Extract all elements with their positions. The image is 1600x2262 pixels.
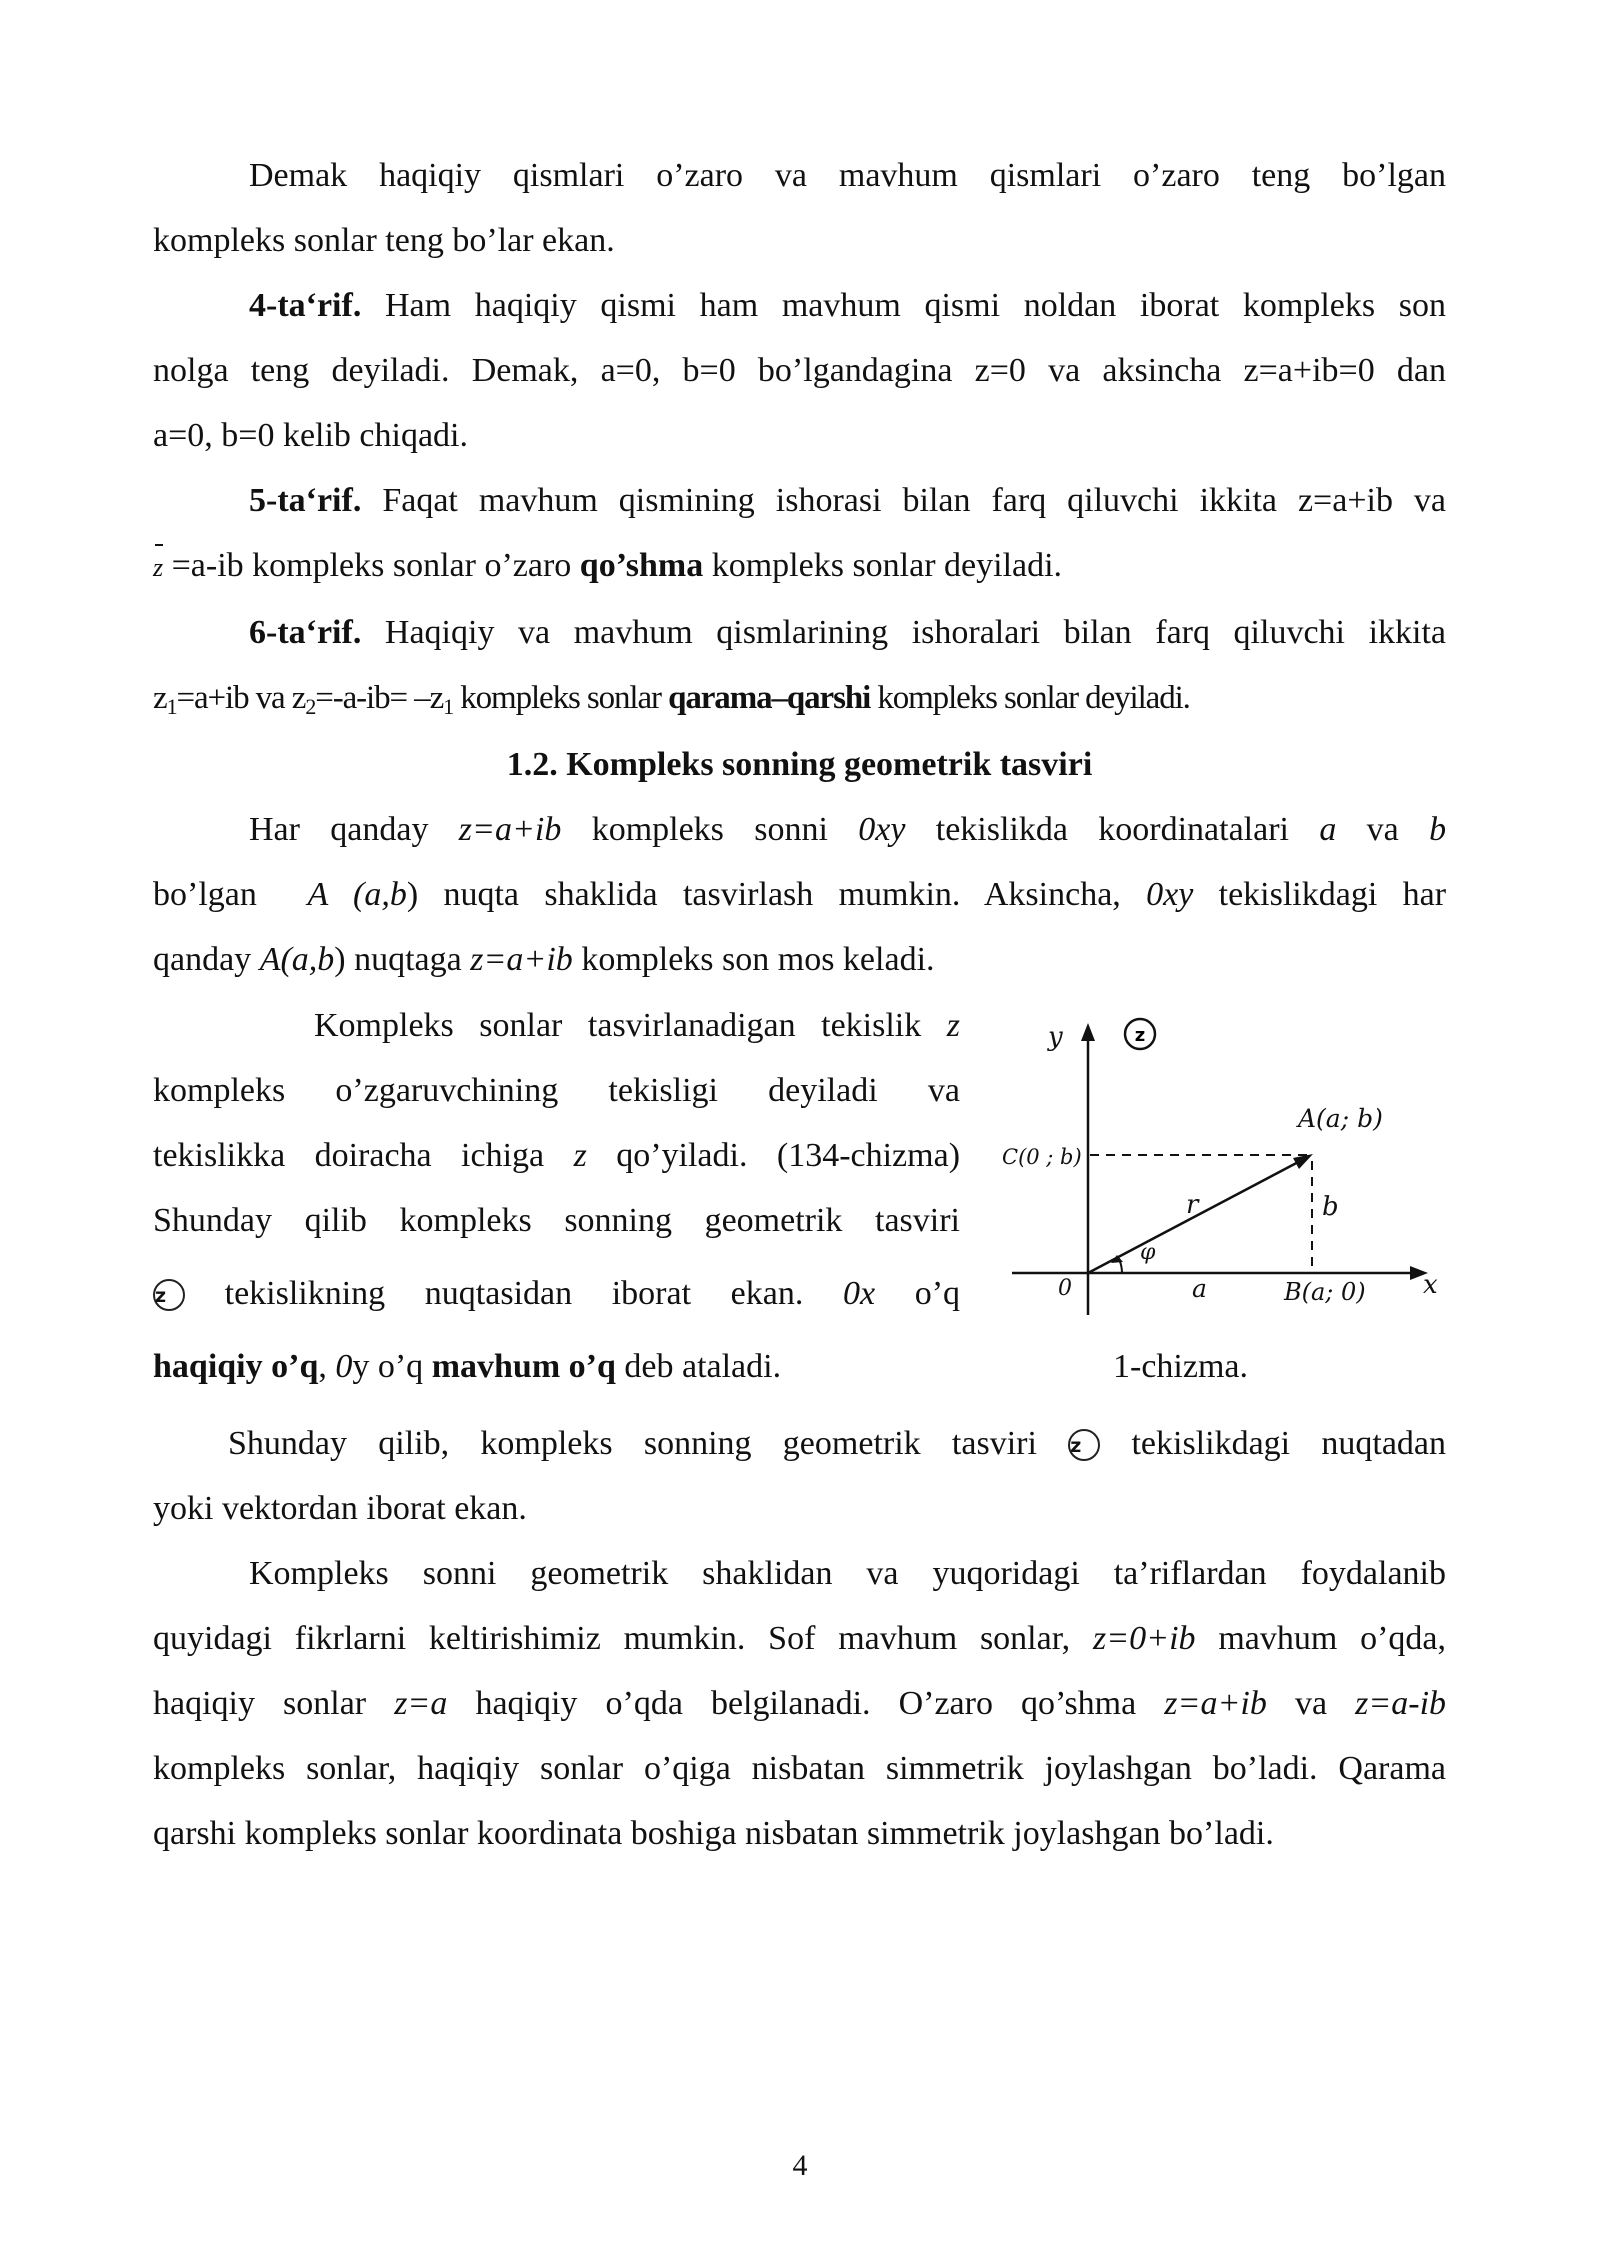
def5-label: 5-ta‘rif.	[249, 482, 362, 519]
b-label: b	[1322, 1192, 1339, 1222]
p5-line-5: qarshi kompleks sonlar koordinata boshiga nisbatan simmetrik joylashgan bo’ladi.	[153, 1815, 1274, 1852]
p5-line-2: quyidagi fikrlarni keltirishimiz mumkin. Sof mavhum sonlar, z=0+ib mavhum o’qda,	[153, 1620, 1447, 1657]
def4-line-3: a=0, b=0 kelib chiqadi.	[153, 417, 468, 454]
def6-line-2: $z_1=a+ib$ va $z_2=-a-ib= -z_1$ kompleks sonlar qarama–qarshi kompleks sonlar deyiladi.	[153, 680, 1190, 719]
def5-line-1: 5-ta‘rif. Faqat mavhum qismining ishorasi bilan farq qiluvchi ikkita z=a+ib va	[249, 482, 1447, 519]
p3-line-5: z tekislikning nuqtasidan iborat ekan. 0x o’q	[155, 1275, 961, 1312]
conjugate-z: z	[153, 546, 163, 590]
point-a-label: A(a; b)	[1298, 1104, 1383, 1133]
p2-line-3: qanday A(a,b) nuqtaga z=a+ib kompleks son mos keladi.	[153, 941, 935, 978]
p3-line-1: Kompleks sonlar tasvirlanadigan tekislik z	[314, 1007, 961, 1044]
point-b-label: B(a; 0)	[1284, 1278, 1366, 1306]
p5-line-3: haqiqiy sonlar z=a haqiqiy o’qda belgilanadi. O’zaro qo’shma z=a+ib va z=a-ib	[153, 1685, 1447, 1722]
z-plane-label: z	[1134, 1025, 1146, 1046]
z-plane-icon-2: z	[1068, 1429, 1100, 1461]
p1-line-1: Demak haqiqiy qismlari o’zaro va mavhum qismlari o’zaro teng bo’lgan	[249, 157, 1447, 194]
p3-line-2: kompleks o’zgaruvchining tekisligi deyiladi va	[153, 1072, 960, 1109]
complex-plane-diagram	[1000, 1015, 1460, 1325]
section-title: 1.2. Kompleks sonning geometrik tasviri	[506, 746, 1093, 783]
def4-line-1: 4-ta‘rif. Ham haqiqiy qismi ham mavhum qismi noldan iborat kompleks son	[249, 287, 1447, 324]
vector-r-label: r	[1186, 1190, 1199, 1220]
figure-caption: 1-chizma.	[1113, 1348, 1248, 1385]
p4-line-1: Shunday qilib, kompleks sonning geometrik tasviri z tekislikdagi nuqtadan	[228, 1425, 1447, 1462]
p5-line-4: kompleks sonlar, haqiqiy sonlar o’qiga nisbatan simmetrik joylashgan bo’ladi. Qarama	[153, 1750, 1446, 1787]
def5-line-2: z =a-ib kompleks sonlar o’zaro qo’shma kompleks sonlar deyiladi.	[153, 544, 1446, 590]
z-plane-icon: z	[153, 1279, 185, 1311]
origin-label: 0	[1058, 1276, 1072, 1301]
p3-line-6: haqiqiy o’q, 0y o’q mavhum o’q deb ataladi.	[153, 1348, 782, 1385]
point-c-label: C(0 ; b)	[1002, 1145, 1082, 1169]
x-axis-label: x	[1423, 1270, 1438, 1300]
page-number: 4	[792, 2149, 808, 2182]
p4-line-2: yoki vektordan iborat ekan.	[153, 1490, 527, 1527]
p2-line-1: Har qanday z=a+ib kompleks sonni 0xy tekislikda koordinatalari a va b	[249, 811, 1447, 848]
vector-arrowhead	[1293, 1154, 1313, 1169]
p2-line-2: bo’lgan A (a,b) nuqta shaklida tasvirlash mumkin. Aksincha, 0xy tekislikdagi har	[153, 876, 1447, 913]
p5-line-1: Kompleks sonni geometrik shaklidan va yuqoridagi ta’riflardan foydalanib	[249, 1555, 1446, 1592]
y-axis-arrow	[1081, 1023, 1095, 1041]
def6-line-1: 6-ta‘rif. Haqiqiy va mavhum qismlarining ishoralari bilan farq qiluvchi ikkita	[249, 614, 1446, 651]
phi-label: φ	[1140, 1240, 1156, 1265]
def4-label: 4-ta‘rif.	[249, 287, 362, 324]
y-axis-label: y	[1048, 1022, 1063, 1052]
p3-line-4: Shunday qilib kompleks sonning geometrik tasviri	[153, 1202, 960, 1239]
p1-line-2: kompleks sonlar teng bo’lar ekan.	[153, 222, 615, 259]
p3-line-3: tekislikka doiracha ichiga z qo’yiladi. (134-chizma)	[153, 1137, 961, 1174]
def6-label: 6-ta‘rif.	[249, 614, 362, 651]
a-label: a	[1192, 1274, 1207, 1303]
def4-line-2: nolga teng deyiladi. Demak, a=0, b=0 bo’lgandagina z=0 va aksincha z=a+ib=0 dan	[153, 352, 1446, 389]
